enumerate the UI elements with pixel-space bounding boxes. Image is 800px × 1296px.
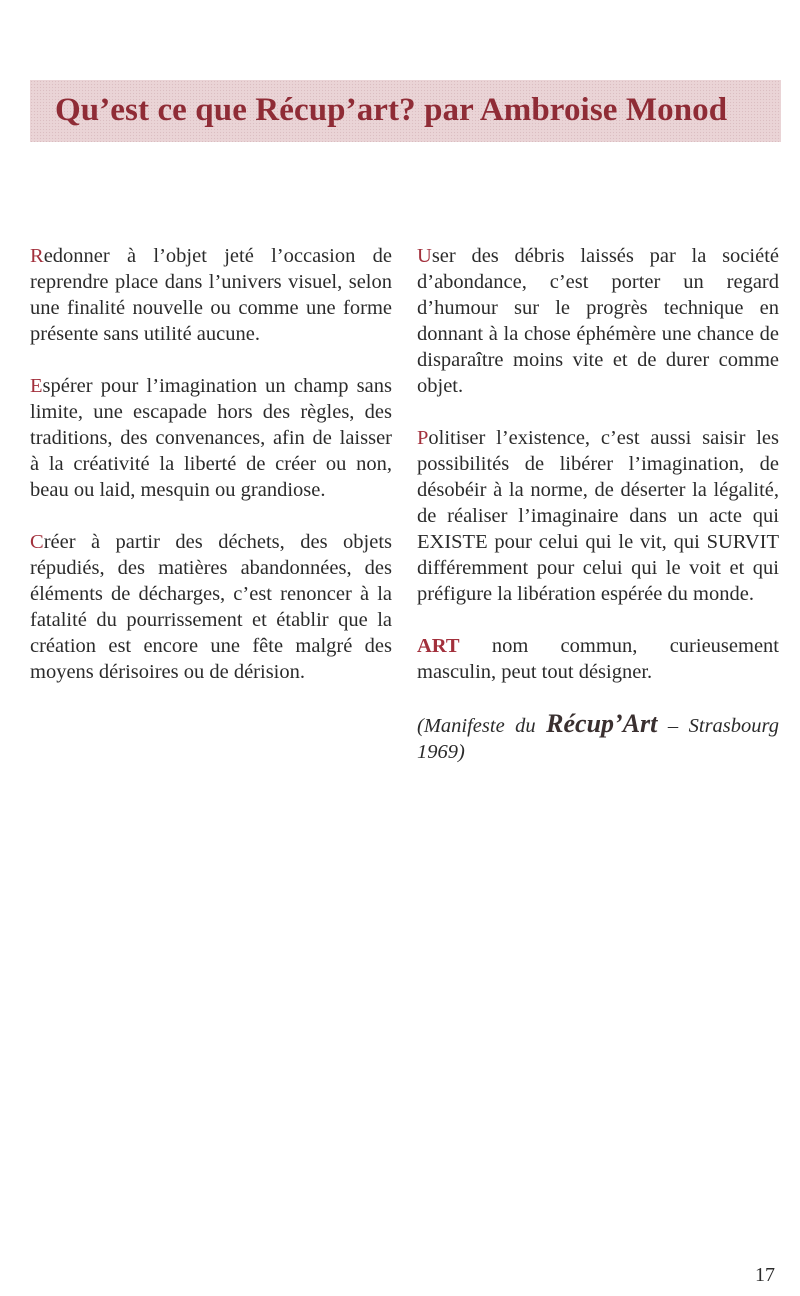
paragraph-initial: C — [30, 531, 44, 553]
recupart-brand: Récup’Art — [546, 709, 658, 738]
paragraph-politiser — [417, 425, 779, 607]
paragraph-initial: U — [417, 245, 432, 267]
right-column — [417, 243, 779, 765]
title-band — [30, 80, 781, 142]
page-title: Qu’est ce que Récup’art? par Ambroise Monod — [55, 92, 728, 128]
art-definition-text: nom commun, curieusement masculin, peut tout désigner. — [417, 635, 779, 683]
paragraph-user — [417, 243, 779, 399]
paragraph-text: edonner à l’objet jeté l’occasion de reprendre place dans l’univers visuel, selon une finalité nouvelle ou comme une forme présente sans utilité aucune. — [30, 245, 392, 345]
citation-prefix: (Manifeste du — [417, 715, 547, 737]
manifesto-citation — [417, 711, 779, 765]
paragraph-esperer — [30, 373, 392, 503]
paragraph-text: ser des débris laissés par la société d’abondance, c’est porter un regard d’humour sur le progrès technique en donnant à la chose éphémère une chance de disparaître moins vite et de durer comme objet. — [417, 245, 779, 397]
page-number: 17 — [755, 1264, 775, 1286]
paragraph-text: spérer pour l’imagination un champ sans limite, une escapade hors des règles, des traditions, des convenances, afin de laisser à la créativité la liberté de créer ou non, beau ou laid, mesquin ou grandiose. — [30, 375, 392, 501]
paragraph-art-definition — [417, 633, 779, 685]
paragraph-text: olitiser l’existence, c’est aussi saisir les possibilités de libérer l’imagination, de désobéir à la norme, de déserter la légalité, de réaliser l’imaginaire dans un acte qui EXISTE pour celui qui le vit, qui SURVIT différemment pour celui qui le voit et qui préfigure la libération espérée du monde. — [417, 427, 779, 605]
paragraph-creer — [30, 529, 392, 685]
left-column — [30, 243, 392, 711]
citation-suffix: – Strasbourg 1969) — [417, 715, 779, 763]
paragraph-initial: E — [30, 375, 43, 397]
paragraph-redonner — [30, 243, 392, 347]
paragraph-initial: R — [30, 245, 44, 267]
paragraph-initial: P — [417, 427, 429, 449]
paragraph-text: réer à partir des déchets, des objets répudiés, des matières abandonnées, des éléments de décharges, c’est renoncer à la fatalité du pourrissement et établir que la création est encore une fête malgré des moyens dérisoires ou de dérision. — [30, 531, 392, 683]
art-word: ART — [417, 635, 460, 657]
